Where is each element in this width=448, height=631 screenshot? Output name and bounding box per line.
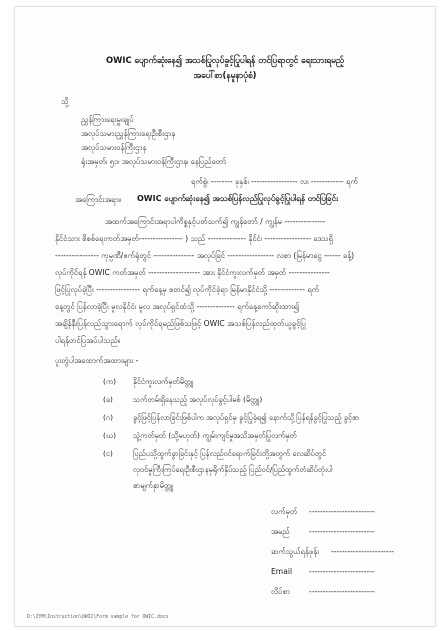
signature-line: ------------------------ xyxy=(309,507,375,516)
document-page xyxy=(14,6,436,627)
date-line: ရက်စွဲ၊ -------- ခုနှစ်၊ ----------------- လ၊ ------------ ရက် xyxy=(191,177,358,186)
signature-label: လက်မှတ် xyxy=(271,507,298,516)
recipient-line-2: အလုပ်သမားညွှန်ကြားရေးဦးစီးဌာန xyxy=(81,129,176,138)
attachment-item-continued: လုဝင်မှုကြီးကြပ်ရေးဦးစီးဌာနမှရိုက်နှိပ်သည့် ပြည်ဝင်/ပြည်ထွက်တံဆိပ်တုံးပါ xyxy=(133,465,333,474)
email-label: Email xyxy=(271,567,293,576)
body-line-2: နိုင်ငံသား စိစစ်ရေးကတ်အမှတ်---------------- ) သည် -------------- နိုင်ငံ၊ ----------------- ဒေသရှိ xyxy=(55,234,333,243)
name-line: ------------------------ xyxy=(309,527,375,536)
attachment-mark: (င) xyxy=(103,449,113,458)
body-line-6: နေ့တွင် ပြန်လာခဲ့ပြီး မူလနိုင်ငံ၊ မူလ အလုပ်ရှင်ထံသို့ -------------- ရက်နေ့ကော်ဆိုးထား၍ xyxy=(55,302,300,311)
body-line-1: အထက်အကြောင်းအရာပါကိစ္စနှင့်ပတ်သက်၍ ကျွန်တော် / ကျွန်မ --------------- xyxy=(105,217,326,226)
attachment-item: ခွင့်ဖြင့်ပြန်လာခြင်းဖြစ်ပါက အလုပ်ရှင်မှ ခွင့်ပြုခဲ့ရ၍ နောက်သို့ပြန်ရန်ခွင့်ပြုသည့် ခွင့်စာ xyxy=(133,413,360,422)
document-title-line-1: OWIC ပျောက်ဆုံးနေ၍ အသစ်ပြုလုပ်ခွင့်ပြုပါရန် တင်ပြရာတွင် ရေးသားရမည့် xyxy=(105,55,345,65)
attachment-mark: (က) xyxy=(103,377,116,386)
attachment-item: သက်တမ်းရှိနေသည့် အလုပ်လုပ်ခွင့်ပါမစ် (မိတ္တူ) xyxy=(133,395,263,404)
email-line: ------------------------ xyxy=(309,567,375,576)
to-label: သို့ xyxy=(61,97,69,106)
attachment-item: နိုင်ငံကူးလက်မှတ်မိတ္တူ xyxy=(133,377,194,386)
recipient-line-1: ညွှန်ကြားရေးမှူးချုပ် xyxy=(81,115,134,124)
address-line: ------------------------ xyxy=(309,587,375,596)
body-line-3: ---------------- ကုမ္ပဏီ/စက်ရုံတွင် --------------- အလုပ်ခြင် ----------------- လစာ (မြန်မာငွေ ------ ခန့်) xyxy=(55,251,355,260)
body-line-4: လုပ်ကိုင်ရန် OWIC ကတ်အမှတ် ------------------- အား နိုင်ငံကူးလက်မှတ် အမှတ် --------------- xyxy=(55,268,330,277)
attachment-mark: (ဂ) xyxy=(103,413,113,422)
body-line-5: ဖြင့်ပြုလုပ်ခဲ့ပြီး ---------------- ရက်နေ့မှ စတင်၍ လုပ်ကိုင်ခဲ့ရာ မြန်မာနိုင်ငံသို့ ------------- ရက် xyxy=(55,285,320,294)
footer-file-path: D:\ZYM\Instruction\OWIC\Form sample for OWIC.docx xyxy=(27,615,169,620)
recipient-line-4: ရုံးအမှတ်၊ ၅၁၊ အလုပ်သမားဝန်ကြီးဌာန၊ နေပြည်တော် xyxy=(81,157,227,166)
phone-line: ----------------------- xyxy=(331,547,395,556)
attachment-item-continued: စာမျက်နှာမိတ္တူ xyxy=(133,481,174,490)
attachment-item: သွဲ့ကတ်မှတ် (သို့မဟုတ်) ကျွမ်းကျင်မှုအသိအမှတ်ပြုလက်မှတ် xyxy=(133,431,297,440)
subject-label: အကြောင်းအရာ။ xyxy=(75,195,121,204)
document-title-line-2: အပေါ်စာ(နမူနာပုံစံ) xyxy=(193,70,257,80)
attachment-mark: (ခ) xyxy=(103,395,113,404)
body-line-8: ပါရန်တင်ပြအပ်ပါသည်။ xyxy=(55,336,121,345)
recipient-line-3: အလုပ်သမားဝန်ကြီးဌာန xyxy=(81,143,147,152)
body-line-7: အချိန်နီးပြန်လည်သွားရောက် လုပ်ကိုင်ရမည်ဖြစ်သဖြင့် OWIC အသစ်ပြန်လည်ထုတ်ယူခွင့်ပြု xyxy=(55,319,306,328)
attachment-item: ပြည်ပသို့ထွက်ခွာခြင်းနှင့် ပြန်လည်ဝင်ရောက်ခြင်းတို့အတွက် လေဆိပ်တွင် xyxy=(133,449,327,458)
attachment-mark: (ဃ) xyxy=(103,431,116,440)
phone-label: ဆက်သွယ်ရန်ဖုန်း xyxy=(271,547,319,556)
attachments-label: ပူးတွဲပါအထောက်အထားများ - xyxy=(55,356,139,365)
address-label: လိပ်စာ xyxy=(271,587,290,596)
subject-text: OWIC ပျောက်ဆုံးနေ၍ အသစ်ပြန်လည်ပြုလုပ်ခွင့်ပြုပါရန် တင်ပြခြင်း xyxy=(137,194,339,203)
name-label: အမည် xyxy=(271,527,290,536)
